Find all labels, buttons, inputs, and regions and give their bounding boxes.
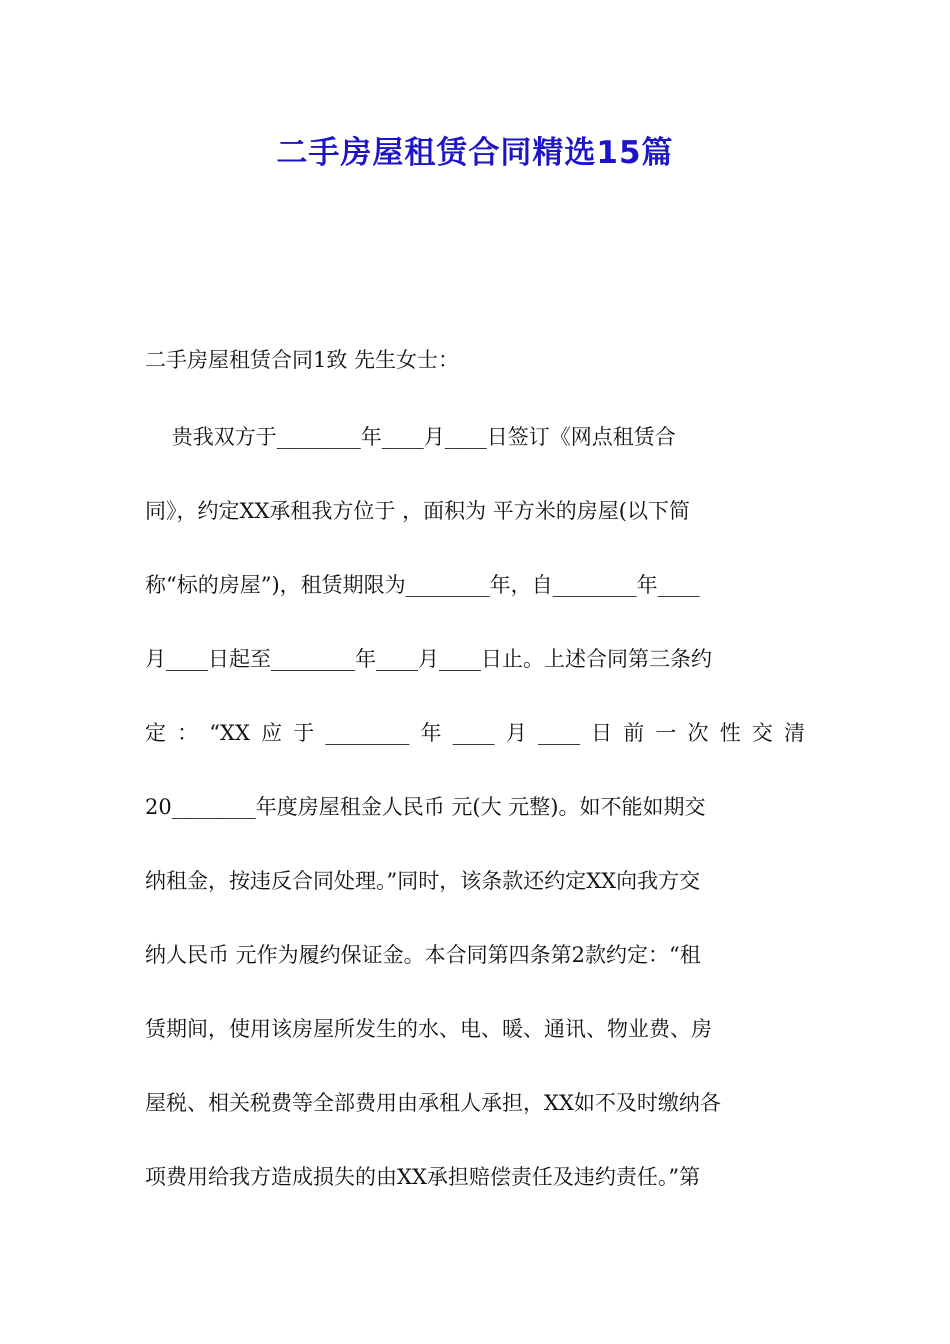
body-line-4: 月____日起至________年____月____日止。上述合同第三条约 (145, 647, 712, 671)
body-line-8: 纳人民币 元作为履约保证金。本合同第四条第2款约定：“租 (145, 943, 701, 967)
body-line-6: 20________年度房屋租金人民币 元(大 元整)。如不能如期交 (145, 795, 706, 819)
body-line-1: 贵我双方于________年____月____日签订《网点租赁合 (145, 425, 676, 449)
body-line-9: 赁期间，使用该房屋所发生的水、电、暖、通讯、物业费、房 (145, 1017, 712, 1041)
body-line-5: 定：“XX应于________年____月____日前一次性交清 (145, 721, 805, 745)
body-line-2: 同》，约定XX承租我方位于 ，面积为 平方米的房屋(以下简 (145, 499, 690, 523)
body-line-11: 项费用给我方造成损失的由XX承担赔偿责任及违约责任。”第 (145, 1165, 701, 1189)
body-line-7: 纳租金，按违反合同处理。”同时，该条款还约定XX向我方交 (145, 869, 701, 893)
body-line-10: 屋税、相关税费等全部费用由承租人承担，XX如不及时缴纳各 (145, 1091, 721, 1115)
body-line-3: 称“标的房屋”)，租赁期限为________年，自________年____ (145, 573, 700, 597)
document-title: 二手房屋租赁合同精选15篇 (276, 135, 674, 171)
greeting-line: 二手房屋租赁合同1致 先生女士： (145, 348, 460, 372)
